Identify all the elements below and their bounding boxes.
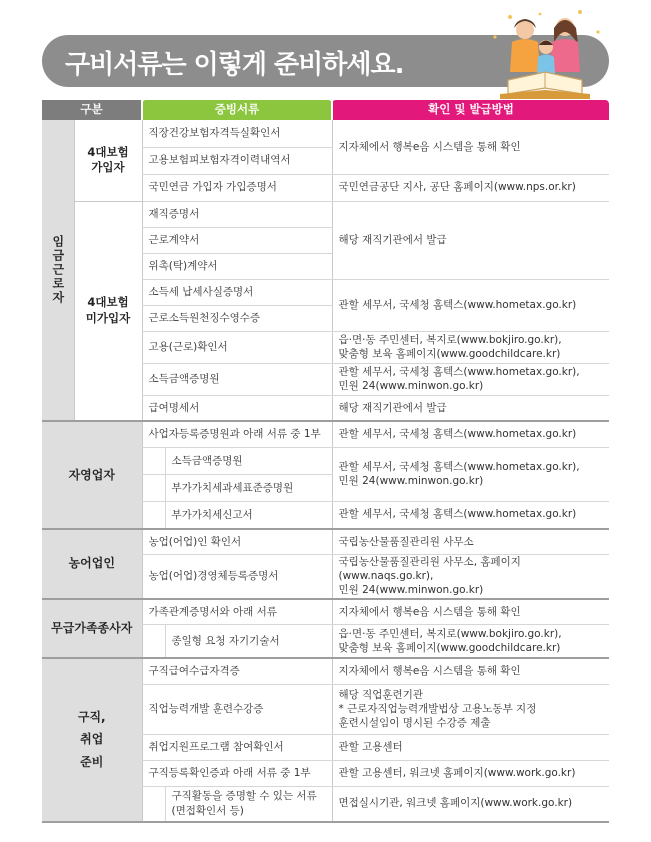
- method-naqs-office: 국립농산물품질관리원 사무소: [332, 529, 609, 555]
- doc-vat-base-certificate: [142, 474, 332, 501]
- method-hometax-minwon-2: 관할 세무서, 국세청 홈텍스(www.hometax.go.kr), 민원 24(www.minwon.go.kr): [332, 447, 609, 501]
- doc-national-pension: 국민연금 가입자 가입증명서: [142, 174, 332, 201]
- doc-vat-base-certificate-label: 부가가치세과세표준증명원: [171, 481, 294, 494]
- doc-labor-contract: 근로계약서: [142, 227, 332, 253]
- doc-unemployment-benefit: 구직급여수급자격증: [142, 658, 332, 684]
- group-farmers-fishers: 농어업인: [42, 529, 142, 599]
- doc-job-search-proof: [142, 786, 332, 822]
- doc-commission-contract: 위촉(탁)계약서: [142, 253, 332, 279]
- doc-income-tax-payment: 소득세 납세사실증명서: [142, 279, 332, 305]
- doc-employment-insurance: 고용보험피보험자격이력내역서: [142, 147, 332, 174]
- doc-self-statement-label: 종일형 요청 자기기술서: [171, 635, 280, 648]
- group-self-employed: 자영업자: [42, 421, 142, 529]
- page-title: 구비서류는 이렇게 준비하세요.: [65, 50, 404, 80]
- doc-employment-confirmation: 고용(근로)확인서: [142, 331, 332, 363]
- doc-employment-program: 취업지원프로그램 참여확인서: [142, 734, 332, 760]
- method-employer-issue-2: 해당 재직기관에서 발급: [332, 395, 609, 421]
- doc-business-registration: 사업자등록증명원과 아래 서류 중 1부: [142, 421, 332, 447]
- doc-vat-return: [142, 501, 332, 529]
- method-community-center: 읍·면·동 주민센터, 복지로(www.bokjiro.go.kr), 맞춤형 보육 홈페이지(www.goodchildcare.kr): [332, 331, 609, 363]
- doc-family-relation-certificate: 가족관계증명서와 아래 서류: [142, 599, 332, 625]
- subgroup-insured: 4대보험 가입자: [74, 120, 142, 201]
- doc-farmer-confirmation: 농업(어업)인 확인서: [142, 529, 332, 555]
- method-haengbok-system-3: 지자체에서 행복e음 시스템을 통해 확인: [332, 658, 609, 684]
- doc-withholding-receipt: 근로소득원천징수영수증: [142, 305, 332, 331]
- method-hometax: 관할 세무서, 국세청 홈텍스(www.hometax.go.kr): [332, 279, 609, 331]
- method-hometax-minwon: 관할 세무서, 국세청 홈텍스(www.hometax.go.kr), 민원 24(www.minwon.go.kr): [332, 363, 609, 395]
- method-nps: 국민연금공단 지사, 공단 홈페이지(www.nps.or.kr): [332, 174, 609, 201]
- group-wage-workers: 임금근로자: [42, 120, 74, 421]
- doc-job-search-proof-label: 구직활동을 증명할 수 있는 서류 (면접확인서 등): [171, 790, 317, 817]
- doc-income-certificate: 소득금액증명원: [142, 363, 332, 395]
- method-employment-center: 관할 고용센터: [332, 734, 609, 760]
- doc-income-certificate-2: [142, 447, 332, 474]
- doc-training-enrollment: 직업능력개발 훈련수강증: [142, 684, 332, 734]
- header-documents: 증빙서류: [142, 100, 332, 120]
- method-employer-issue: 해당 재직기관에서 발급: [332, 201, 609, 279]
- documents-table: [42, 100, 609, 823]
- method-haengbok-system: 지자체에서 행복e음 시스템을 통해 확인: [332, 120, 609, 174]
- doc-employment-certificate: 재직증명서: [142, 201, 332, 227]
- doc-vat-return-label: 부가가치세신고서: [171, 508, 253, 521]
- subgroup-uninsured: 4대보험 미가입자: [74, 201, 142, 421]
- doc-health-insurance: 직장건강보험자격득실확인서: [142, 120, 332, 147]
- header-category: 구분: [42, 100, 142, 120]
- doc-self-statement: [142, 625, 332, 659]
- doc-job-seeker-registration: 구직등록확인증과 아래 서류 중 1부: [142, 760, 332, 786]
- method-interview-worknet: 면접실시기관, 워크넷 홈페이지(www.work.go.kr): [332, 786, 609, 822]
- method-training-institution: 해당 직업훈련기관 * 근로자직업능력개발법상 고용노동부 지정 훈련시설임이 명시된 수강증 제출: [332, 684, 609, 734]
- method-naqs-homepage: 국립농산물품질관리원 사무소, 홈페이지(www.naqs.go.kr), 민원 24(www.minwon.go.kr): [332, 555, 609, 599]
- group-unpaid-family-workers: 무급가족종사자: [42, 599, 142, 659]
- doc-farm-management-registration: 농업(어업)경영체등록증명서: [142, 555, 332, 599]
- method-hometax-3: 관할 세무서, 국세청 홈텍스(www.hometax.go.kr): [332, 501, 609, 529]
- method-worknet: 관할 고용센터, 워크넷 홈페이지(www.work.go.kr): [332, 760, 609, 786]
- doc-pay-statement: 급여명세서: [142, 395, 332, 421]
- method-haengbok-system-2: 지자체에서 행복e음 시스템을 통해 확인: [332, 599, 609, 625]
- method-community-center-2: 읍·면·동 주민센터, 복지로(www.bokjiro.go.kr), 맞춤형 보육 홈페이지(www.goodchildcare.kr): [332, 625, 609, 659]
- header-method: 확인 및 발급방법: [332, 100, 609, 120]
- method-hometax-2: 관할 세무서, 국세청 홈텍스(www.hometax.go.kr): [332, 421, 609, 447]
- group-job-seeking: 구직, 취업 준비: [42, 658, 142, 822]
- family-reading-illustration: [470, 2, 620, 102]
- doc-income-certificate-2-label: 소득금액증명원: [171, 454, 243, 467]
